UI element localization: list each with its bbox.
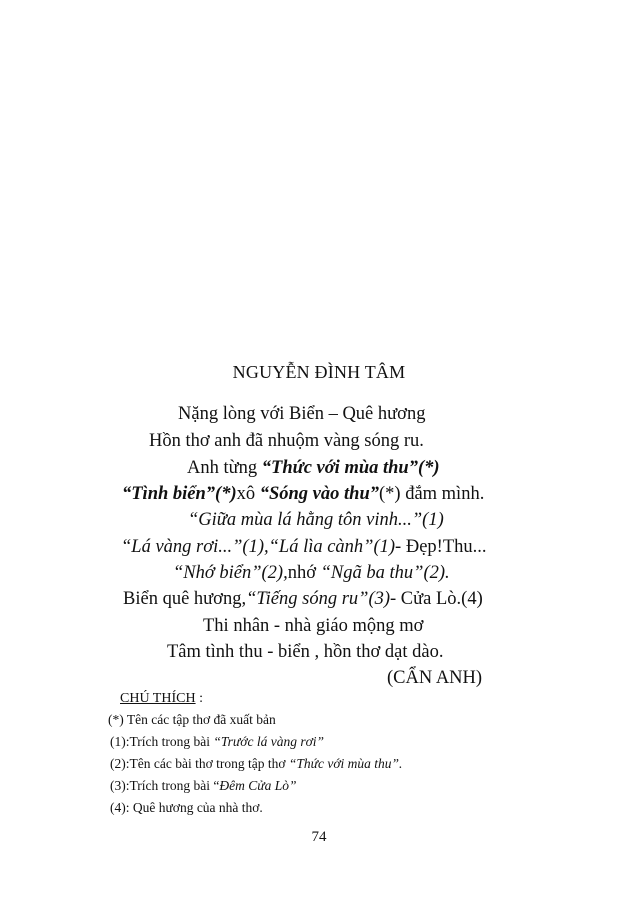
poem-line-7 xyxy=(173,561,450,585)
poem-title: “Giữa mùa lá hằng tôn vinh...”(1) xyxy=(188,510,444,530)
poem-line-8 xyxy=(123,587,483,611)
poem-line-3 xyxy=(187,456,440,480)
note-2: (1):Trích trong bài “Trước lá vàng rơi” xyxy=(110,734,325,749)
poem-title: “Tiếng sóng ru”(3) xyxy=(246,589,391,609)
note-5: (4): Quê hương của nhà thơ. xyxy=(110,800,263,815)
poem-title: “Ngã ba thu”(2). xyxy=(320,563,450,583)
poem-line-9: Thi nhân - nhà giáo mộng mơ xyxy=(203,616,424,636)
poem-title: “Nhớ biển”(2), xyxy=(173,563,288,583)
poem-line-10: Tâm tình thu - biển , hồn thơ dạt dào. xyxy=(167,642,444,662)
notes-heading: CHÚ THÍCH : xyxy=(120,691,203,706)
poem-line-4 xyxy=(122,482,484,506)
poem-line-1: Nặng lòng với Biển – Quê hương xyxy=(178,404,426,424)
note-1: (*) Tên các tập thơ đã xuất bản xyxy=(108,712,276,727)
book-title: “Sóng vào thu” xyxy=(259,484,379,504)
author-name: NGUYỄN ĐÌNH TÂM xyxy=(232,362,406,382)
poem-text: Biển quê hương, xyxy=(123,589,247,609)
note-4: (3):Trích trong bài “Đêm Cửa Lò” xyxy=(110,778,297,793)
poem-text: nhớ xyxy=(287,563,321,583)
poem-text: - Cửa Lò.(4) xyxy=(390,589,483,609)
page-number: 74 xyxy=(311,829,327,845)
notes-heading-label: CHÚ THÍCH xyxy=(120,691,196,706)
note-3: (2):Tên các bài thơ trong tập thơ “Thức với mùa thu”. xyxy=(110,756,403,771)
note-poem-title: Đêm Cửa Lò” xyxy=(219,778,297,793)
poem-line-2: Hồn thơ anh đã nhuộm vàng sóng ru. xyxy=(149,431,424,451)
book-title: “Thức với mùa thu”(*) xyxy=(261,458,440,478)
poem-line-5 xyxy=(188,508,444,532)
poem-signature: (CẨN ANH) xyxy=(387,668,483,688)
poem-text: (*) đắm mình. xyxy=(379,484,485,504)
book-title: “Tình biển”(*) xyxy=(122,484,237,504)
poem-text: xô xyxy=(236,484,260,504)
poem-title: “Lá vàng rơi...”(1),“Lá lìa cành”(1) xyxy=(121,537,396,557)
poem-line-6 xyxy=(121,535,487,559)
note-poem-title: “Thức với mùa thu”. xyxy=(288,756,403,771)
poem-text: Anh từng xyxy=(187,458,262,478)
poem-text: - Đẹp!Thu... xyxy=(395,537,487,557)
note-poem-title: “Trước lá vàng rơi” xyxy=(213,734,325,749)
